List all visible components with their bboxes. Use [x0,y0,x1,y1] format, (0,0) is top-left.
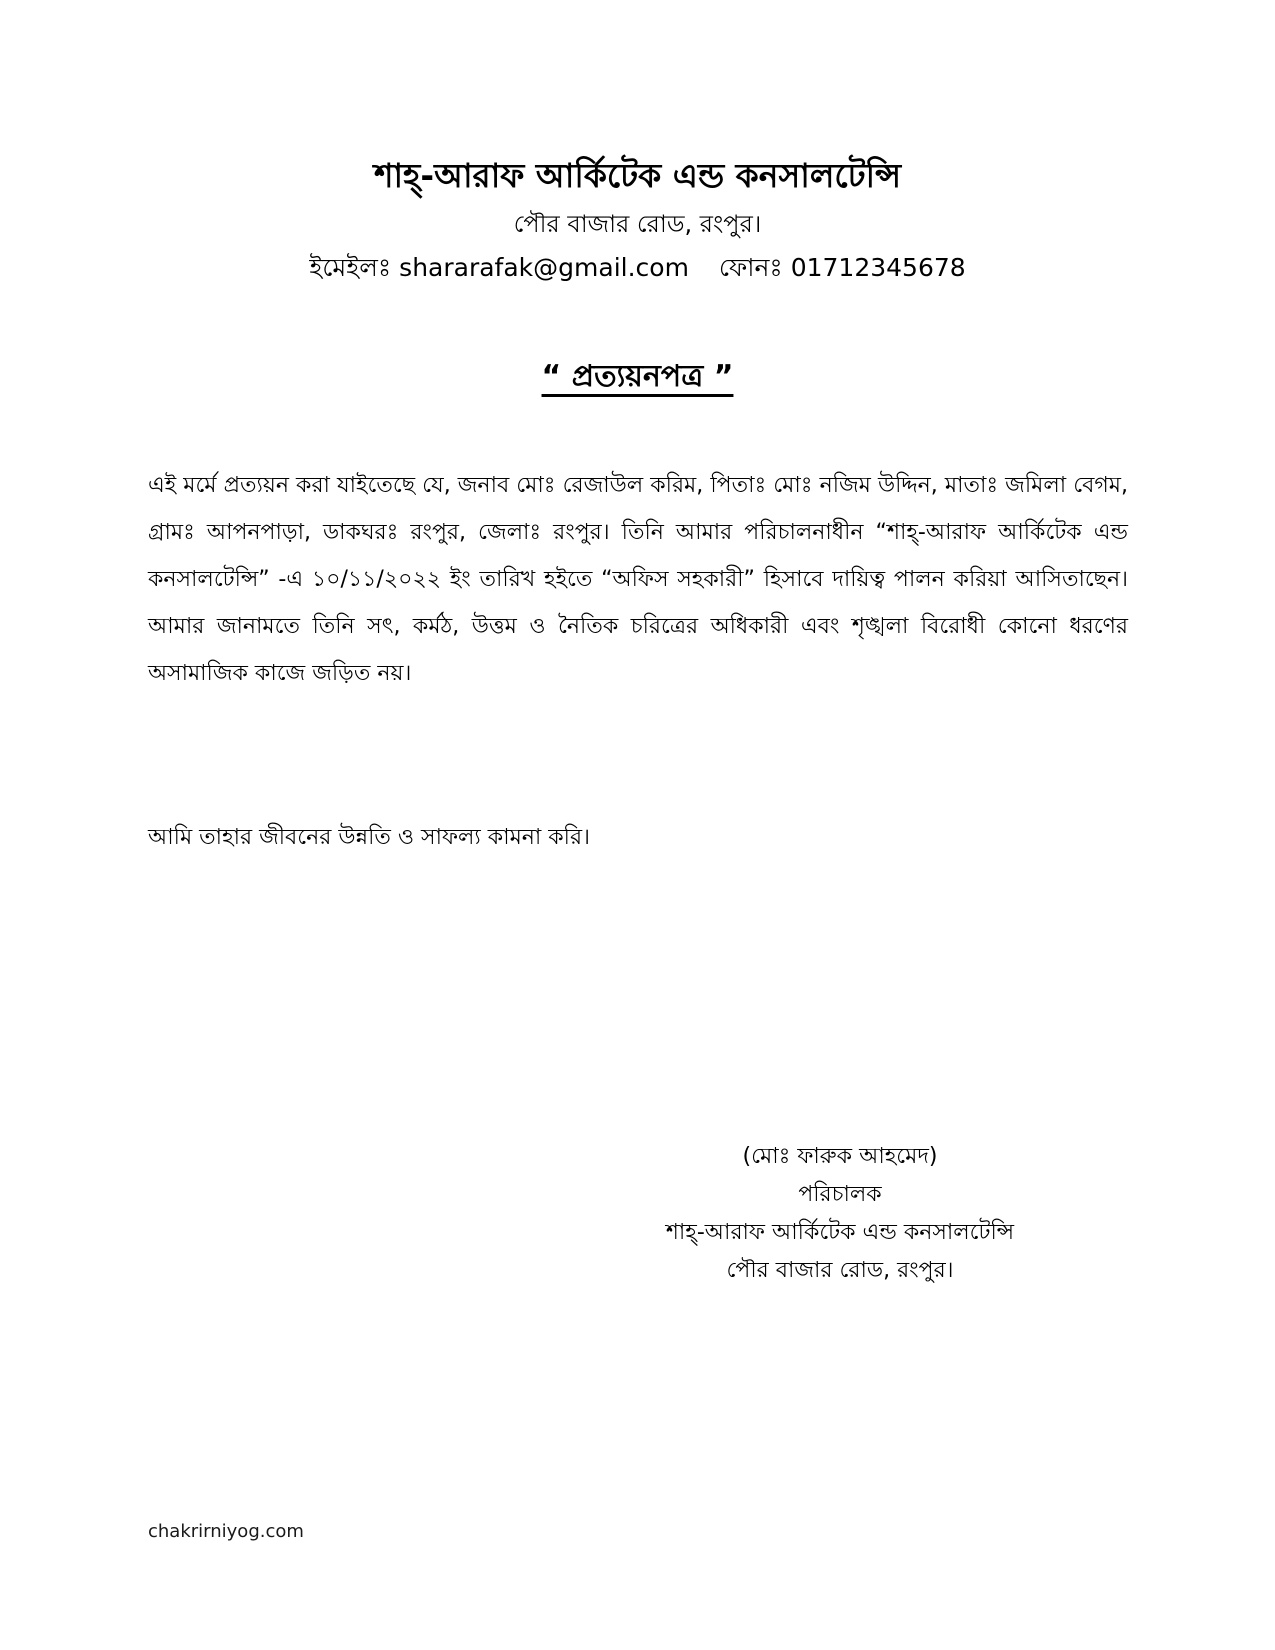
wish-paragraph: আমি তাহার জীবনের উন্নতি ও সাফল্য কামনা করি। [148,825,590,850]
footer-website: chakrirniyog.com [148,1521,304,1542]
email-address: shararafak@gmail.com [399,253,689,282]
signatory-designation: পরিচালক [798,1182,882,1207]
organization-address: পৌর বাজার রোড, রংপুর। [513,210,762,238]
phone-label: ফোনঃ [718,253,783,282]
signature-block [600,1138,1080,1290]
signatory-name: (মোঃ ফারুক আহমেদ) [742,1144,938,1169]
certificate-paragraph: এই মর্মে প্রত্যয়ন করা যাইতেছে যে, জনাব মোঃ রেজাউল করিম, পিতাঃ মোঃ নজিম উদ্দিন, মাতাঃ জমিলা বেগম, গ্রামঃ আপনপাড়া, ডাকঘরঃ রংপুর, জেলাঃ রংপুর। তিনি আমার পরিচালনাধীন “শাহ্-আরাফ আর্কিটেক এন্ড কনসালটেন্সি” -এ ১০/১১/২০২২ ইং তারিখ হইতে “অফিস সহকারী” হিসাবে দায়িত্ব পালন করিয়া আসিতাছেন। আমার জানামতে তিনি সৎ, কর্মঠ, উত্তম ও নৈতিক চরিত্রের অধিকারী এবং শৃঙ্খলা বিরোধী কোনো ধরণের অসামাজিক কাজে জড়িত নয়। [148,473,1128,686]
title-text: “ প্রত্যয়নপত্র ” [541,359,734,394]
signatory-address: পৌর বাজার রোড, রংপুর। [726,1258,954,1283]
phone-number: 01712345678 [790,253,966,282]
letterhead [0,150,1275,290]
organization-name: শাহ্-আরাফ আর্কিটেক এন্ড কনসালটেন্সি [373,156,902,195]
document-title [0,355,1275,399]
signatory-organization: শাহ্-আরাফ আর্কিটেক এন্ড কনসালটেন্সি [665,1220,1015,1245]
email-label: ইমেইলঃ [309,253,392,282]
organization-contact [0,246,1275,290]
